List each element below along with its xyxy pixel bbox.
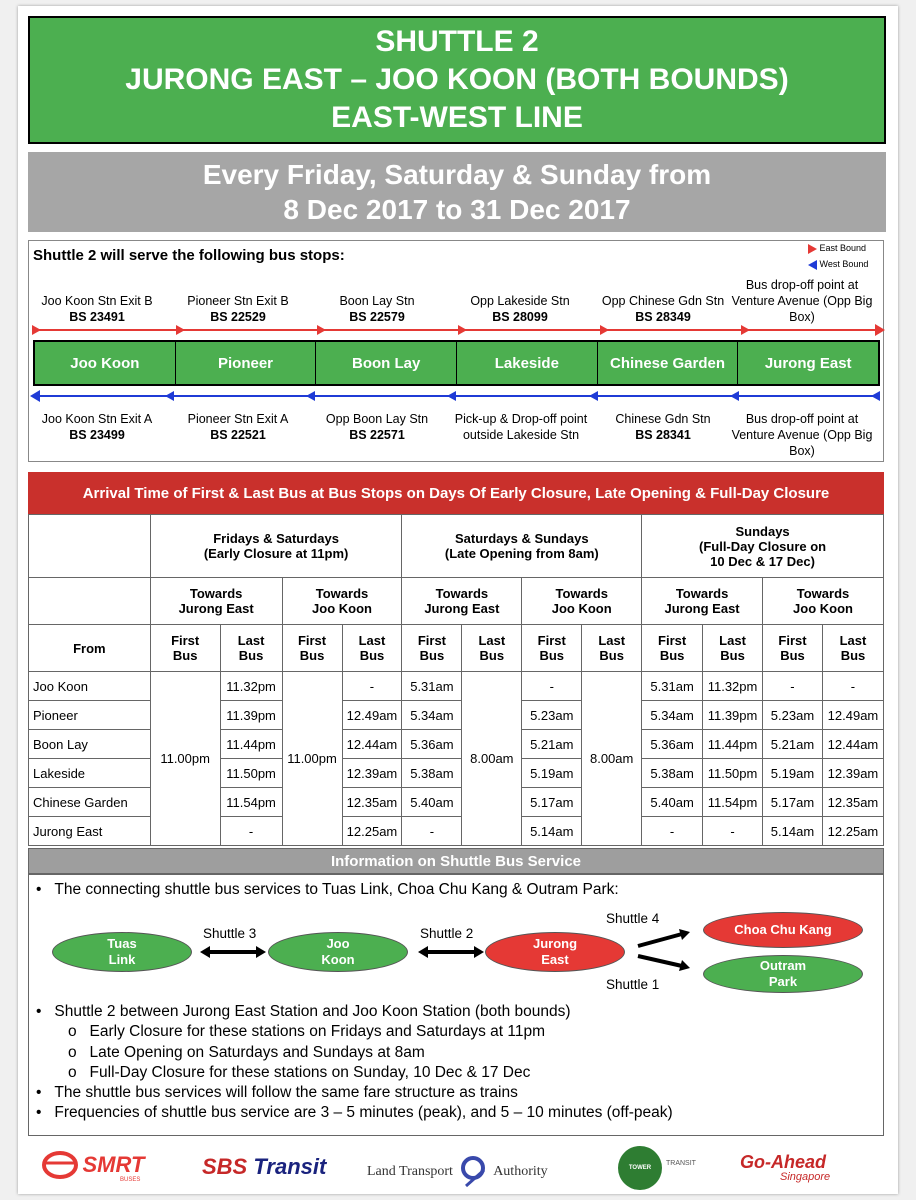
time-cell: 5.23am xyxy=(763,701,823,730)
time-cell: 12.44am xyxy=(822,730,883,759)
towards-jurong-east-header: Towards Jurong East xyxy=(402,578,522,625)
first-bus-header: First Bus xyxy=(282,625,342,672)
time-cell: 5.21am xyxy=(522,730,582,759)
blank-header-cell xyxy=(29,578,151,625)
time-cell: 12.25am xyxy=(822,817,883,846)
east-stop-5: Opp Chinese Gdn Stn BS 28349 xyxy=(601,294,725,324)
info-bullet-2: • Shuttle 2 between Jurong East Station and Joo Koon Station (both bounds) xyxy=(36,1003,571,1020)
time-cell: 5.40am xyxy=(642,788,703,817)
station-chinese-garden: Chinese Garden xyxy=(598,342,739,384)
time-cell: 11.50pm xyxy=(703,759,763,788)
table-row xyxy=(29,672,884,701)
time-cell: 12.49am xyxy=(342,701,402,730)
time-cell: 11.44pm xyxy=(703,730,763,759)
station-boon-lay: Boon Lay xyxy=(316,342,457,384)
last-bus-header: Last Bus xyxy=(822,625,883,672)
bus-stops-heading: Shuttle 2 will serve the following bus stops: xyxy=(33,247,345,264)
legend-east-label: East Bound xyxy=(819,243,867,253)
time-cell: 12.35am xyxy=(342,788,402,817)
first-bus-header: First Bus xyxy=(522,625,582,672)
info-title: Information on Shuttle Bus Service xyxy=(28,848,884,874)
time-cell: 5.19am xyxy=(763,759,823,788)
from-cell: Lakeside xyxy=(29,759,151,788)
last-bus-header: Last Bus xyxy=(462,625,522,672)
time-cell: 5.21am xyxy=(763,730,823,759)
tower-transit-logo: TOWER TRANSIT xyxy=(618,1146,662,1190)
time-cell: 5.31am xyxy=(642,672,703,701)
from-cell: Jurong East xyxy=(29,817,151,846)
shuttle-3-label: Shuttle 3 xyxy=(203,926,257,941)
time-cell: 11.32pm xyxy=(703,672,763,701)
first-bus-merged-cell: 11.00pm xyxy=(150,672,220,846)
date-line-1: Every Friday, Saturday & Sunday from xyxy=(202,159,712,190)
west-stop-1: Joo Koon Stn Exit A BS 23499 xyxy=(41,412,153,442)
time-cell: - xyxy=(522,672,582,701)
station-pioneer: Pioneer xyxy=(176,342,317,384)
title-line-2: JURONG EAST – JOO KOON (BOTH BOUNDS) xyxy=(125,63,789,96)
time-cell: - xyxy=(703,817,763,846)
time-cell: - xyxy=(342,672,402,701)
time-cell: 11.50pm xyxy=(220,759,282,788)
info-sub-bullet-3: o Full-Day Closure for these stations on Sunday, 10 Dec & 17 Dec xyxy=(68,1064,531,1081)
towards-joo-koon-header: Towards Joo Koon xyxy=(282,578,402,625)
first-bus-header: First Bus xyxy=(402,625,462,672)
group-header-full-closure: Sundays (Full-Day Closure on 10 Dec & 17 Dec) xyxy=(642,515,884,578)
node-jurong-east: Jurong East xyxy=(485,932,625,972)
group-header-late-opening: Saturdays & Sundays (Late Opening from 8am) xyxy=(402,515,642,578)
time-cell: 11.44pm xyxy=(220,730,282,759)
go-ahead-logo: Go-Ahead Singapore xyxy=(740,1152,831,1183)
time-cell: - xyxy=(220,817,282,846)
info-bullet-1: • The connecting shuttle bus services to Tuas Link, Choa Chu Kang & Outram Park: xyxy=(36,881,619,898)
east-stop-2: Pioneer Stn Exit B BS 22529 xyxy=(187,294,289,324)
time-cell: - xyxy=(822,672,883,701)
node-outram-park: Outram Park xyxy=(703,955,863,993)
first-bus-merged-cell: 11.00pm xyxy=(282,672,342,846)
time-cell: 5.40am xyxy=(402,788,462,817)
time-cell: 5.19am xyxy=(522,759,582,788)
node-tuas-link: Tuas Link xyxy=(52,932,192,972)
node-choa-chu-kang: Choa Chu Kang xyxy=(703,912,863,948)
sbs-transit-logo: SBS Transit xyxy=(202,1154,327,1179)
west-stop-3: Opp Boon Lay Stn BS 22571 xyxy=(325,412,429,442)
group-header-early-closure: Fridays & Saturdays (Early Closure at 11pm) xyxy=(150,515,402,578)
title-line-3: EAST-WEST LINE xyxy=(331,101,583,134)
time-cell: 11.39pm xyxy=(220,701,282,730)
east-stop-4: Opp Lakeside Stn BS 28099 xyxy=(470,294,570,324)
time-cell: 5.38am xyxy=(402,759,462,788)
station-jurong-east: Jurong East xyxy=(738,342,878,384)
lta-logo: Land Transport Authority xyxy=(367,1156,548,1188)
towards-jurong-east-header: Towards Jurong East xyxy=(150,578,282,625)
time-cell: 12.49am xyxy=(822,701,883,730)
east-stop-3: Boon Lay Stn BS 22579 xyxy=(339,294,415,324)
time-cell: 11.32pm xyxy=(220,672,282,701)
info-sub-bullet-1: o Early Closure for these stations on Fridays and Saturdays at 11pm xyxy=(68,1023,546,1040)
title-line-1: SHUTTLE 2 xyxy=(375,25,539,58)
towards-joo-koon-header: Towards Joo Koon xyxy=(522,578,642,625)
time-cell: 5.23am xyxy=(522,701,582,730)
lta-emblem-icon xyxy=(456,1156,490,1188)
shuttle-2-label: Shuttle 2 xyxy=(420,926,474,941)
title-banner xyxy=(28,16,886,144)
time-cell: 5.14am xyxy=(763,817,823,846)
date-line-2: 8 Dec 2017 to 31 Dec 2017 xyxy=(283,194,631,225)
connection-arrows xyxy=(190,920,710,980)
legend-east xyxy=(808,243,866,254)
shuttle-1-label: Shuttle 1 xyxy=(606,977,660,992)
time-cell: 12.25am xyxy=(342,817,402,846)
towards-jurong-east-header: Towards Jurong East xyxy=(642,578,763,625)
time-cell: 11.39pm xyxy=(703,701,763,730)
first-bus-header: First Bus xyxy=(763,625,823,672)
west-stop-4: Pick-up & Drop-off point outside Lakeside Stn xyxy=(454,412,588,442)
time-cell: 12.39am xyxy=(342,759,402,788)
station-strip xyxy=(33,340,880,386)
smrt-logo: SMRT BUSES xyxy=(42,1150,144,1180)
tower-transit-emblem-icon: TOWER xyxy=(618,1146,662,1190)
time-cell: - xyxy=(642,817,703,846)
last-bus-merged-cell: 8.00am xyxy=(462,672,522,846)
from-header: From xyxy=(29,625,151,672)
time-cell: 12.39am xyxy=(822,759,883,788)
time-cell: 5.34am xyxy=(642,701,703,730)
west-stop-6: Bus drop-off point at Venture Avenue (Opp Big Box) xyxy=(731,412,873,458)
station-lakeside: Lakeside xyxy=(457,342,598,384)
timetable xyxy=(28,514,884,846)
from-cell: Chinese Garden xyxy=(29,788,151,817)
towards-joo-koon-header: Towards Joo Koon xyxy=(763,578,884,625)
last-bus-header: Last Bus xyxy=(703,625,763,672)
west-bound-route-line xyxy=(28,388,886,404)
date-banner xyxy=(28,152,886,232)
time-cell: 12.44am xyxy=(342,730,402,759)
time-cell: 5.36am xyxy=(402,730,462,759)
blank-header-cell xyxy=(29,515,151,578)
info-sub-bullet-2: o Late Opening on Saturdays and Sundays at 8am xyxy=(68,1044,425,1061)
time-cell: 5.34am xyxy=(402,701,462,730)
time-cell: 5.36am xyxy=(642,730,703,759)
from-cell: Joo Koon xyxy=(29,672,151,701)
last-bus-header: Last Bus xyxy=(342,625,402,672)
west-stop-5: Chinese Gdn Stn BS 28341 xyxy=(615,412,711,442)
time-cell: 11.54pm xyxy=(220,788,282,817)
time-cell: 11.54pm xyxy=(703,788,763,817)
east-stop-1: Joo Koon Stn Exit B BS 23491 xyxy=(41,294,153,324)
station-joo-koon: Joo Koon xyxy=(35,342,176,384)
time-cell: - xyxy=(402,817,462,846)
from-cell: Boon Lay xyxy=(29,730,151,759)
info-bullet-4: • Frequencies of shuttle bus service are 3 – 5 minutes (peak), and 5 – 10 minutes (off-peak) xyxy=(36,1104,673,1121)
first-bus-header: First Bus xyxy=(150,625,220,672)
legend-west-label: West Bound xyxy=(819,259,869,269)
shuttle-4-label: Shuttle 4 xyxy=(606,911,660,926)
first-bus-header: First Bus xyxy=(642,625,703,672)
east-stop-6: Bus drop-off point at Venture Avenue (Opp Big Box) xyxy=(731,278,873,324)
time-cell: 5.14am xyxy=(522,817,582,846)
last-bus-header: Last Bus xyxy=(582,625,642,672)
smrt-emblem-icon xyxy=(42,1150,78,1180)
last-bus-header: Last Bus xyxy=(220,625,282,672)
from-cell: Pioneer xyxy=(29,701,151,730)
west-arrow-icon xyxy=(808,260,817,270)
east-bound-route-line xyxy=(30,322,886,338)
node-joo-koon: Joo Koon xyxy=(268,932,408,972)
time-cell: 5.38am xyxy=(642,759,703,788)
last-bus-merged-cell: 8.00am xyxy=(582,672,642,846)
time-cell: 5.31am xyxy=(402,672,462,701)
legend-west xyxy=(808,259,868,270)
time-cell: 5.17am xyxy=(763,788,823,817)
timetable-title: Arrival Time of First & Last Bus at Bus Stops on Days Of Early Closure, Late Opening & Full-Day Closure xyxy=(28,472,884,514)
time-cell: 5.17am xyxy=(522,788,582,817)
time-cell: - xyxy=(763,672,823,701)
info-bullet-3: • The shuttle bus services will follow the same fare structure as trains xyxy=(36,1084,518,1101)
west-stop-2: Pioneer Stn Exit A BS 22521 xyxy=(187,412,289,442)
east-arrow-icon xyxy=(808,244,817,254)
time-cell: 12.35am xyxy=(822,788,883,817)
